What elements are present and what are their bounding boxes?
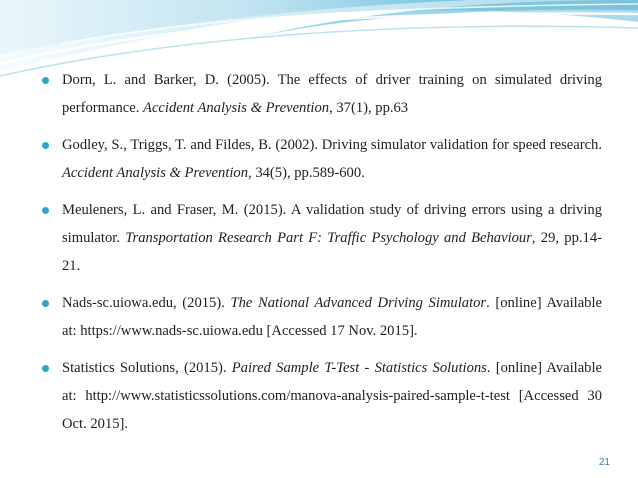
reference-list xyxy=(42,66,602,447)
bullet-icon xyxy=(42,77,49,84)
reference-details: , 37(1), pp.63 xyxy=(329,100,409,116)
reference-journal: Accident Analysis & Prevention xyxy=(62,165,249,181)
reference-text: Dorn, L. and Barker, D. (2005). The effects of driver training on simulated driving performance. xyxy=(62,72,602,116)
reference-text: Godley, S., Triggs, T. and Fildes, B. (2002). Driving simulator validation for speed research. xyxy=(62,137,602,153)
reference-item xyxy=(42,131,602,187)
reference-item xyxy=(42,354,602,438)
reference-text: Meuleners, L. and Fraser, M. (2015). A validation study of driving errors using a driving simulator. xyxy=(62,202,602,246)
reference-details: . [online] Available at: http://www.statisticssolutions.com/manova-analysis-paired-sample-t-test [Accessed 30 Oct. 2015]. xyxy=(62,360,603,432)
reference-details: . [online] Available at: https://www.nads-sc.uiowa.edu [Accessed 17 Nov. 2015]. xyxy=(62,295,603,339)
reference-journal: Transportation Research Part F: Traffic Psychology and Behaviour xyxy=(125,230,532,246)
reference-item xyxy=(42,289,602,345)
bullet-icon xyxy=(42,207,49,214)
bullet-icon xyxy=(42,142,49,149)
reference-text: Nads-sc.uiowa.edu, (2015). xyxy=(62,295,231,311)
reference-journal: The National Advanced Driving Simulator xyxy=(230,295,487,311)
reference-journal: Paired Sample T-Test - Statistics Solutions xyxy=(231,360,487,376)
reference-item xyxy=(42,66,602,122)
page-number: 21 xyxy=(598,457,610,468)
reference-details: , 34(5), pp.589-600. xyxy=(248,165,365,181)
reference-item xyxy=(42,196,602,280)
bullet-icon xyxy=(42,300,49,307)
reference-text: Statistics Solutions, (2015). xyxy=(62,360,232,376)
reference-journal: Accident Analysis & Prevention xyxy=(143,100,330,116)
bullet-icon xyxy=(42,365,49,372)
reference-details: , 29, pp.14-21. xyxy=(62,230,602,274)
